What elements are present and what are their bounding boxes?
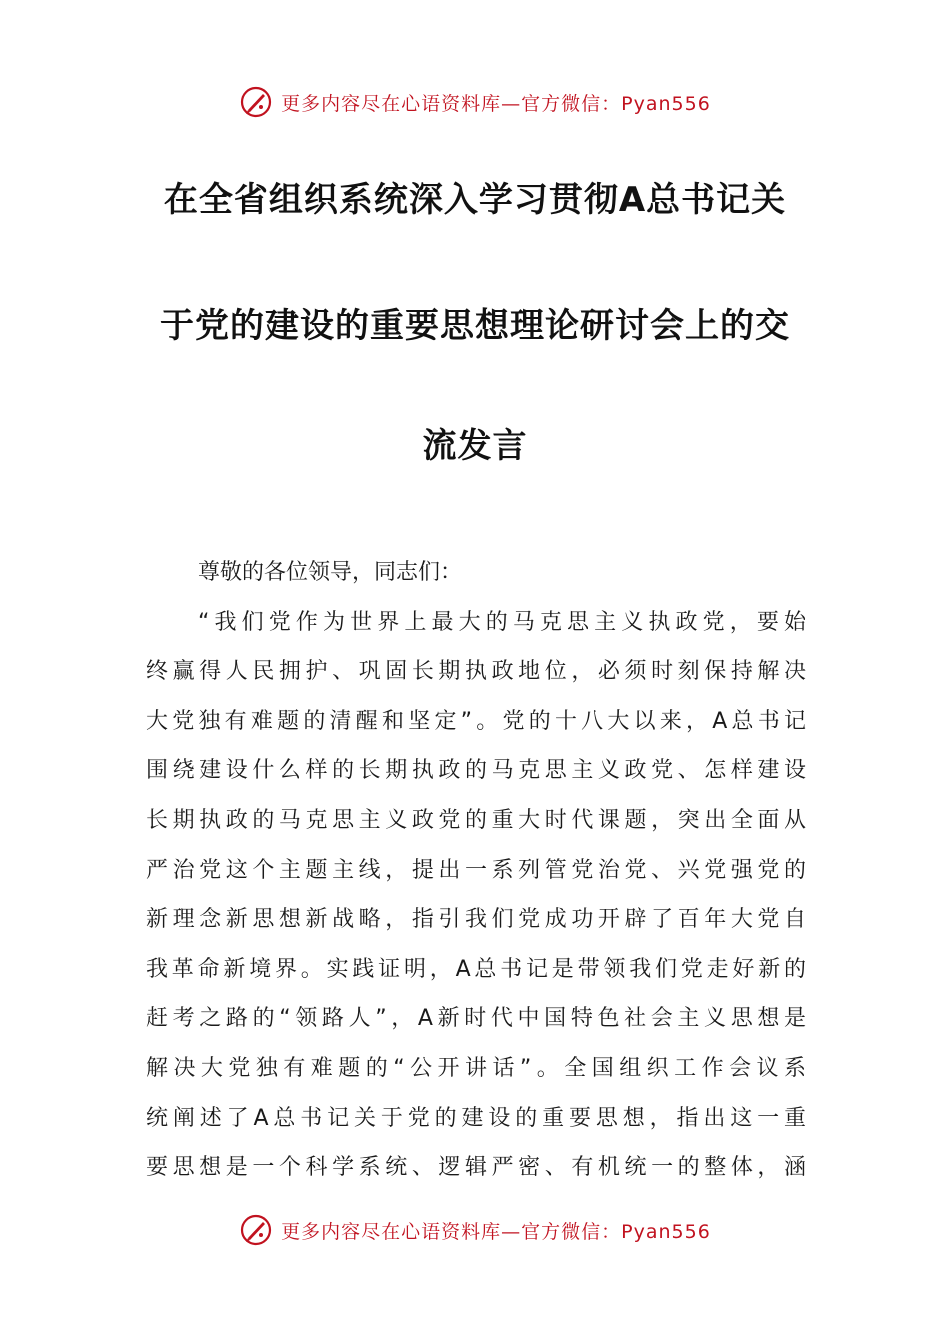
wechat-id: Pyan556	[621, 1220, 711, 1243]
body-line: 统阐述了A总书记关于党的建设的重要思想，指出这一重	[146, 1105, 806, 1131]
document-body	[146, 548, 806, 1193]
body-line: 围绕建设什么样的长期执政的马克思主义政党、怎样建设	[146, 758, 806, 784]
body-line: 赶考之路的“领路人”，A新时代中国特色社会主义思想是	[146, 1006, 806, 1032]
salutation: 尊敬的各位领导，同志们：	[198, 560, 463, 585]
body-line: 严治党这个主题主线，提出一系列管党治党、兴党强党的	[146, 857, 806, 883]
body-line: 终赢得人民拥护、巩固长期执政地位，必须时刻保持解决	[146, 659, 806, 685]
body-line: 新理念新思想新战略，指引我们党成功开辟了百年大党自	[146, 907, 806, 933]
wechat-id: Pyan556	[621, 92, 711, 115]
quill-pen-logo-icon	[239, 1213, 273, 1247]
footer-banner	[0, 1210, 950, 1250]
body-line: 长期执政的马克思主义政党的重大时代课题，突出全面从	[146, 807, 806, 833]
banner-text: 更多内容尽在心语资料库—官方微信：Pyan556	[281, 1220, 711, 1243]
document-title-line-1: 在全省组织系统深入学习贯彻A总书记关	[163, 180, 787, 220]
body-line: 我革命新境界。实践证明，A总书记是带领我们党走好新的	[146, 956, 806, 982]
quill-pen-logo-icon	[239, 85, 273, 119]
body-line: “我们党作为世界上最大的马克思主义执政党，要始	[198, 609, 806, 635]
document-title-line-2: 于党的建设的重要思想理论研讨会上的交	[160, 306, 790, 346]
body-line: 大党独有难题的清醒和坚定”。党的十八大以来，A总书记	[146, 708, 806, 734]
banner-text: 更多内容尽在心语资料库—官方微信：Pyan556	[281, 92, 711, 115]
header-banner	[0, 82, 950, 122]
body-line: 解决大党独有难题的“公开讲话”。全国组织工作会议系	[146, 1055, 806, 1081]
document-title-line-3: 流发言	[422, 426, 528, 466]
body-line: 要思想是一个科学系统、逻辑严密、有机统一的整体，涵	[146, 1155, 806, 1181]
